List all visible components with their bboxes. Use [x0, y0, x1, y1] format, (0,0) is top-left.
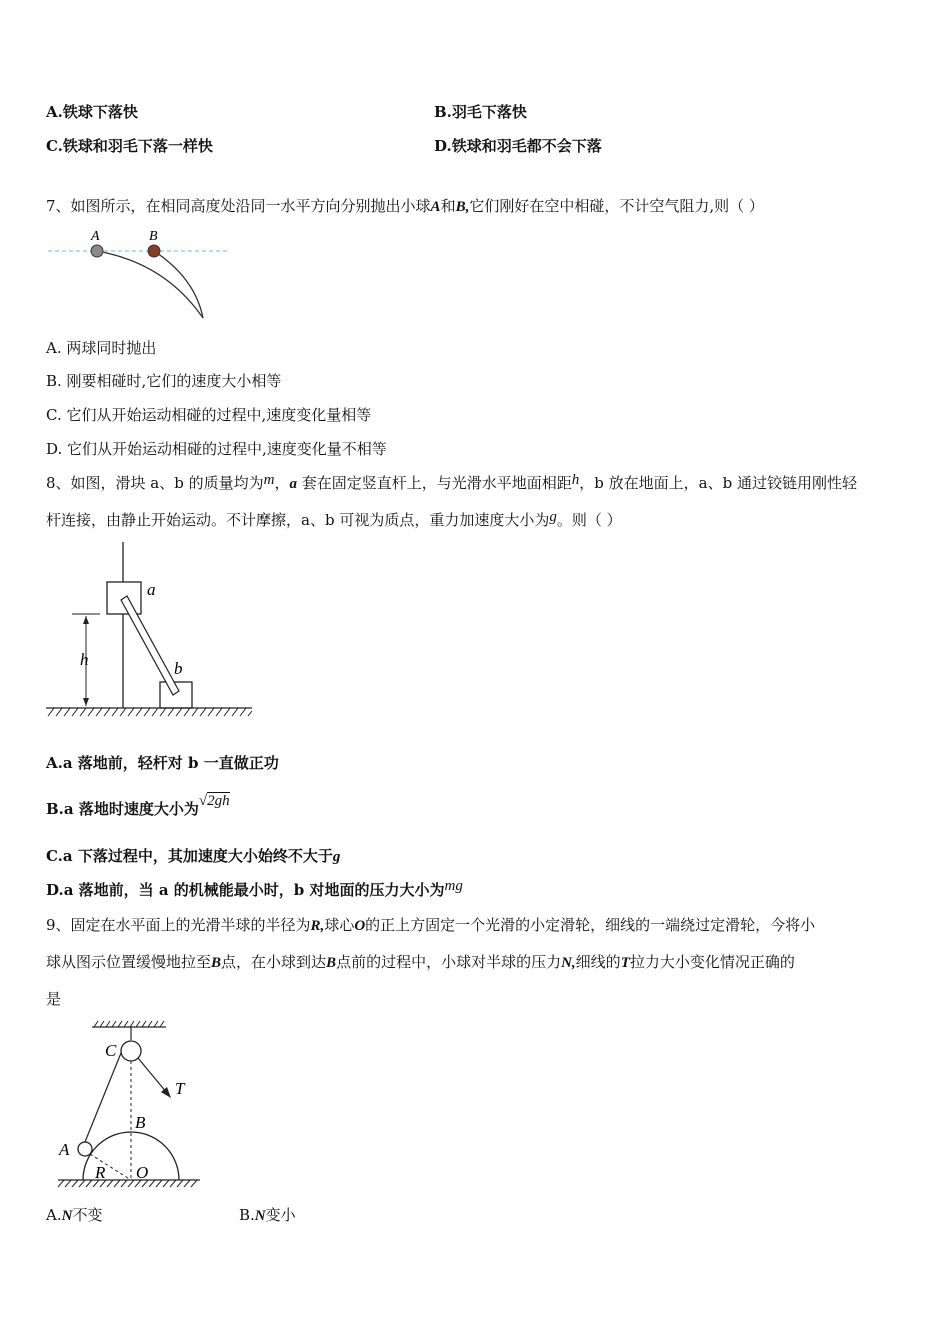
- fig-label-b: B: [149, 229, 158, 244]
- fig-label-c: C: [105, 1041, 117, 1060]
- fig-label-a: A: [59, 1140, 70, 1159]
- fig-label-a: a: [147, 580, 156, 599]
- q7-option-c: C. 它们从开始运动相碰的过程中,速度变化量相等: [46, 406, 372, 424]
- q7-stem: 7、如图所示，在相同高度处沿同一水平方向分别抛出小球A和B,它们刚好在空中相碰，不计空气阻力,则（ ）: [46, 197, 764, 215]
- fig-label-r: R: [95, 1163, 106, 1182]
- sqrt-expression: √2gh: [198, 793, 230, 809]
- q7-option-b: B. 刚要相碰时,它们的速度大小相等: [46, 372, 282, 390]
- fig-label-a: A: [91, 229, 100, 244]
- ball-a-icon: [91, 245, 103, 257]
- q7-option-a: A. 两球同时抛出: [46, 339, 157, 357]
- fig-label-b: b: [174, 659, 183, 678]
- fig-label-o: O: [136, 1163, 149, 1182]
- q9-stem-line1: 9、固定在水平面上的光滑半球的半径为R,球心O的正上方固定一个光滑的小定滑轮，细线的一端绕过定滑轮，今将小: [46, 916, 816, 934]
- q9-hemisphere-figure: [54, 1018, 224, 1193]
- q7-projectile-figure: [45, 228, 235, 323]
- q8-slider-figure: [44, 540, 259, 720]
- ball-b-icon: [148, 245, 160, 257]
- q6-option-d: D.铁球和羽毛都不会下落: [434, 137, 602, 155]
- q6-option-c: C.铁球和羽毛下落一样快: [46, 137, 213, 155]
- q9-stem-line2: 球从图示位置缓慢地拉至B点，在小球到达B点前的过程中，小球对半球的压力N,细线的T拉力大小变化情况正确的: [46, 953, 795, 971]
- q8-option-c: C.a 下落过程中，其加速度大小始终不大于g: [46, 847, 341, 865]
- q9-option-b: B.N变小: [239, 1206, 296, 1224]
- q8-option-d: D.a 落地前，当 a 的机械能最小时，b 对地面的压力大小为mg: [46, 878, 463, 899]
- q6-option-a: A.铁球下落快: [46, 103, 138, 121]
- ball-a-icon: [78, 1142, 92, 1156]
- q8-stem-line2: 杆连接，由静止开始运动。不计摩擦，a、b 可视为质点，重力加速度大小为g。则（ ）: [46, 509, 622, 529]
- q8-option-b: B.a 落地时速度大小为√2gh: [46, 793, 230, 818]
- q8-stem-line1: 8、如图，滑块 a、b 的质量均为m，a 套在固定竖直杆上，与光滑水平地面相距h，b 放在地面上，a、b 通过铰链用刚性轻: [46, 472, 857, 492]
- q6-option-b: B.羽毛下落快: [434, 103, 527, 121]
- q9-option-a: A.N不变: [46, 1206, 103, 1224]
- q7-option-d: D. 它们从开始运动相碰的过程中,速度变化量不相等: [46, 440, 387, 458]
- fig-label-t: T: [175, 1079, 185, 1098]
- q8-option-a: A.a 落地前，轻杆对 b 一直做正功: [46, 754, 279, 772]
- q9-stem-line3: 是: [46, 990, 62, 1008]
- fig-label-b: B: [135, 1113, 146, 1132]
- fig-label-h: h: [80, 650, 89, 669]
